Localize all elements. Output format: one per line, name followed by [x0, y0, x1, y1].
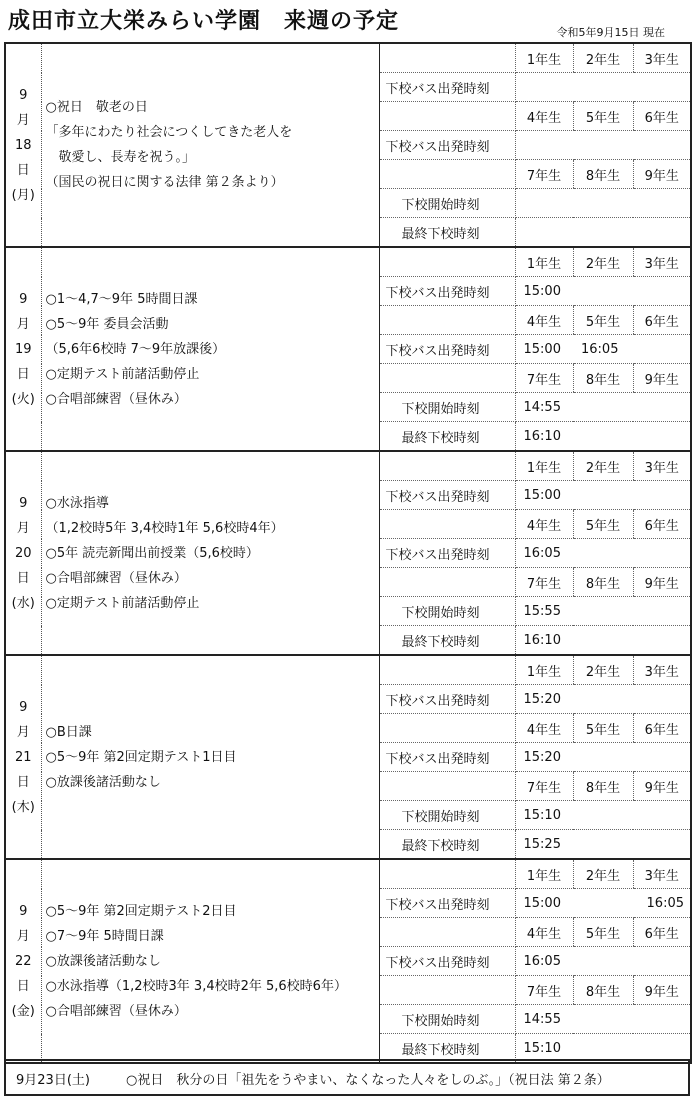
bus-time [633, 743, 691, 772]
day-date-part: 月 [16, 112, 30, 128]
bus-time: 16:05 [515, 539, 573, 568]
blank-label [379, 714, 515, 743]
final-dismissal-time: 16:10 [515, 626, 691, 656]
bus-time [633, 481, 691, 510]
bus-time [573, 889, 633, 918]
grade-header: 2年生 [573, 859, 633, 889]
blank-label [379, 655, 515, 685]
grade-header: 6年生 [633, 306, 691, 335]
day-date-part: 18 [14, 137, 32, 153]
day-date-part: 月 [16, 520, 30, 536]
grade-header: 1年生 [515, 43, 573, 73]
note-line: ○定期テスト前諸活動停止 [45, 595, 200, 611]
day-notes [41, 247, 379, 451]
bus-time [515, 73, 573, 102]
day-date [5, 451, 41, 655]
bus-time: 15:00 [515, 277, 573, 306]
bus-time: 16:05 [515, 947, 573, 976]
day-date-part: (水) [11, 595, 35, 611]
grade-header: 5年生 [573, 102, 633, 131]
day-date-part: 9 [19, 87, 28, 103]
blank-label [379, 918, 515, 947]
footer-text: ○祝日 秋分の日「祖先をうやまい、なくなった人々をしのぶ。」（祝日法 第２条） [126, 1073, 610, 1088]
grade-header: 2年生 [573, 655, 633, 685]
day-date-part: 9 [19, 903, 28, 919]
dismissal-start-label: 下校開始時刻 [379, 393, 515, 422]
grade-header: 4年生 [515, 714, 573, 743]
blank-label [379, 247, 515, 277]
note-line: ○合唱部練習（昼休み） [45, 1003, 187, 1019]
schedule-row [5, 43, 691, 73]
blank-label [379, 306, 515, 335]
bus-time: 15:20 [515, 743, 573, 772]
bus-time [573, 685, 633, 714]
dismissal-start-label: 下校開始時刻 [379, 597, 515, 626]
day-date-part: 日 [16, 774, 30, 790]
note-line: ○7～9年 5時間日課 [45, 928, 164, 944]
note-line: （5,6年6校時 7～9年放課後） [45, 341, 226, 357]
bus-time: 15:00 [515, 481, 573, 510]
final-dismissal-label: 最終下校時刻 [379, 422, 515, 452]
bus-time: 15:00 [515, 335, 573, 364]
grade-header: 7年生 [515, 772, 573, 801]
bus-time: 15:20 [515, 685, 573, 714]
schedule-row [5, 451, 691, 481]
note-line: 敬愛し、長寿を祝う。」 [45, 150, 196, 165]
day-date [5, 859, 41, 1063]
grade-header: 8年生 [573, 772, 633, 801]
bus-time [573, 73, 633, 102]
day-date-part: 19 [14, 341, 32, 357]
grade-header: 8年生 [573, 568, 633, 597]
day-date-part: 日 [16, 366, 30, 382]
note-line: ○合唱部練習（昼休み） [45, 391, 187, 407]
final-dismissal-time: 15:25 [515, 830, 691, 860]
grade-header: 4年生 [515, 918, 573, 947]
schedule-row [5, 655, 691, 685]
dismissal-start-time [515, 189, 691, 218]
day-date [5, 43, 41, 247]
day-date-part: 月 [16, 316, 30, 332]
day-date-part: (火) [11, 391, 35, 407]
note-line: ○5～9年 第2回定期テスト1日目 [45, 749, 237, 765]
final-dismissal-label: 最終下校時刻 [379, 830, 515, 860]
note-line: ○B日課 [45, 724, 92, 740]
day-notes [41, 859, 379, 1063]
note-line: ○合唱部練習（昼休み） [45, 570, 187, 586]
bus-departure-label: 下校バス出発時刻 [379, 743, 515, 772]
day-date-part: 22 [14, 953, 32, 969]
grade-header: 8年生 [573, 976, 633, 1005]
grade-header: 2年生 [573, 247, 633, 277]
grade-header: 6年生 [633, 918, 691, 947]
grade-header: 2年生 [573, 451, 633, 481]
bus-time [573, 481, 633, 510]
blank-label [379, 510, 515, 539]
note-line: ○祝日 敬老の日 [45, 100, 148, 115]
grade-header: 3年生 [633, 655, 691, 685]
grade-header: 3年生 [633, 43, 691, 73]
grade-header: 9年生 [633, 772, 691, 801]
bus-time: 16:05 [573, 335, 633, 364]
note-line: ○5～9年 第2回定期テスト2日目 [45, 903, 237, 919]
schedule-row [5, 247, 691, 277]
note-line: ○1～4,7～9年 5時間日課 [45, 291, 198, 307]
grade-header: 9年生 [633, 364, 691, 393]
page-title: 成田市立大栄みらい学園 来週の予定 [8, 8, 400, 34]
grade-header: 7年生 [515, 364, 573, 393]
grade-header: 5年生 [573, 510, 633, 539]
grade-header: 8年生 [573, 364, 633, 393]
blank-label [379, 976, 515, 1005]
grade-header: 9年生 [633, 976, 691, 1005]
blank-label [379, 102, 515, 131]
dismissal-start-label: 下校開始時刻 [379, 801, 515, 830]
bus-time: 16:05 [633, 889, 691, 918]
final-dismissal-time: 16:10 [515, 422, 691, 452]
grade-header: 1年生 [515, 859, 573, 889]
grade-header: 1年生 [515, 451, 573, 481]
grade-header: 1年生 [515, 655, 573, 685]
grade-header: 5年生 [573, 918, 633, 947]
bus-time [573, 277, 633, 306]
grade-header: 3年生 [633, 247, 691, 277]
day-date-part: 9 [19, 291, 28, 307]
bus-departure-label: 下校バス出発時刻 [379, 947, 515, 976]
bus-time [573, 743, 633, 772]
day-date-part: 9 [19, 699, 28, 715]
note-line: ○5～9年 委員会活動 [45, 316, 169, 332]
bus-time [515, 131, 573, 160]
note-line: 「多年にわたり社会につくしてきた老人を [45, 125, 293, 140]
schedule-row [5, 859, 691, 889]
day-notes [41, 655, 379, 859]
day-date-part: 月 [16, 928, 30, 944]
day-date-part: 21 [14, 749, 32, 765]
final-dismissal-label: 最終下校時刻 [379, 218, 515, 248]
grade-header: 7年生 [515, 160, 573, 189]
schedule-table [4, 42, 692, 1064]
bus-time [633, 73, 691, 102]
footer-holiday [4, 1059, 690, 1096]
note-line: （国民の祝日に関する法律 第２条より） [45, 175, 284, 190]
bus-time [633, 539, 691, 568]
blank-label [379, 772, 515, 801]
grade-header: 5年生 [573, 306, 633, 335]
day-date-part: (木) [11, 799, 35, 815]
bus-time [633, 131, 691, 160]
grade-header: 5年生 [573, 714, 633, 743]
blank-label [379, 364, 515, 393]
bus-departure-label: 下校バス出発時刻 [379, 685, 515, 714]
blank-label [379, 43, 515, 73]
day-date-part: 日 [16, 162, 30, 178]
note-line: ○放課後諸活動なし [45, 774, 161, 790]
bus-time [633, 947, 691, 976]
grade-header: 3年生 [633, 451, 691, 481]
note-line: ○定期テスト前諸活動停止 [45, 366, 200, 382]
footer-date: 9月23日(土) [16, 1073, 90, 1088]
blank-label [379, 859, 515, 889]
blank-label [379, 451, 515, 481]
day-date-part: 9 [19, 495, 28, 511]
grade-header: 6年生 [633, 102, 691, 131]
bus-departure-label: 下校バス出発時刻 [379, 481, 515, 510]
grade-header: 3年生 [633, 859, 691, 889]
final-dismissal-time: 15:10 [515, 1034, 691, 1064]
day-date-part: 20 [14, 545, 32, 561]
note-line: ○水泳指導 [45, 495, 109, 511]
bus-departure-label: 下校バス出発時刻 [379, 131, 515, 160]
grade-header: 6年生 [633, 714, 691, 743]
grade-header: 1年生 [515, 247, 573, 277]
day-notes [41, 43, 379, 247]
final-dismissal-time [515, 218, 691, 248]
grade-header: 8年生 [573, 160, 633, 189]
dismissal-start-time: 15:10 [515, 801, 691, 830]
grade-header: 4年生 [515, 102, 573, 131]
note-line: ○5年 読売新聞出前授業（5,6校時） [45, 545, 259, 561]
blank-label [379, 160, 515, 189]
grade-header: 7年生 [515, 976, 573, 1005]
bus-time [633, 277, 691, 306]
day-date [5, 655, 41, 859]
blank-label [379, 568, 515, 597]
bus-departure-label: 下校バス出発時刻 [379, 73, 515, 102]
bus-departure-label: 下校バス出発時刻 [379, 335, 515, 364]
bus-time [633, 335, 691, 364]
day-notes [41, 451, 379, 655]
bus-time [573, 539, 633, 568]
note-line: ○水泳指導（1,2校時3年 3,4校時2年 5,6校時6年） [45, 978, 347, 994]
bus-time [633, 685, 691, 714]
bus-departure-label: 下校バス出発時刻 [379, 889, 515, 918]
bus-time: 15:00 [515, 889, 573, 918]
day-date-part: (月) [11, 187, 35, 203]
bus-time [573, 131, 633, 160]
dismissal-start-time: 14:55 [515, 393, 691, 422]
grade-header: 4年生 [515, 510, 573, 539]
dismissal-start-time: 14:55 [515, 1005, 691, 1034]
day-date-part: 日 [16, 570, 30, 586]
dismissal-start-label: 下校開始時刻 [379, 1005, 515, 1034]
grade-header: 6年生 [633, 510, 691, 539]
dismissal-start-label: 下校開始時刻 [379, 189, 515, 218]
final-dismissal-label: 最終下校時刻 [379, 626, 515, 656]
grade-header: 9年生 [633, 160, 691, 189]
day-date-part: 月 [16, 724, 30, 740]
grade-header: 4年生 [515, 306, 573, 335]
day-date-part: 日 [16, 978, 30, 994]
bus-time [573, 947, 633, 976]
note-line: ○放課後諸活動なし [45, 953, 161, 969]
bus-departure-label: 下校バス出発時刻 [379, 277, 515, 306]
dismissal-start-time: 15:55 [515, 597, 691, 626]
grade-header: 7年生 [515, 568, 573, 597]
as-of-date: 令和5年9月15日 現在 [556, 26, 665, 39]
grade-header: 2年生 [573, 43, 633, 73]
note-line: （1,2校時5年 3,4校時1年 5,6校時4年） [45, 520, 284, 536]
final-dismissal-label: 最終下校時刻 [379, 1034, 515, 1064]
day-date-part: (金) [11, 1003, 35, 1019]
bus-departure-label: 下校バス出発時刻 [379, 539, 515, 568]
grade-header: 9年生 [633, 568, 691, 597]
day-date [5, 247, 41, 451]
